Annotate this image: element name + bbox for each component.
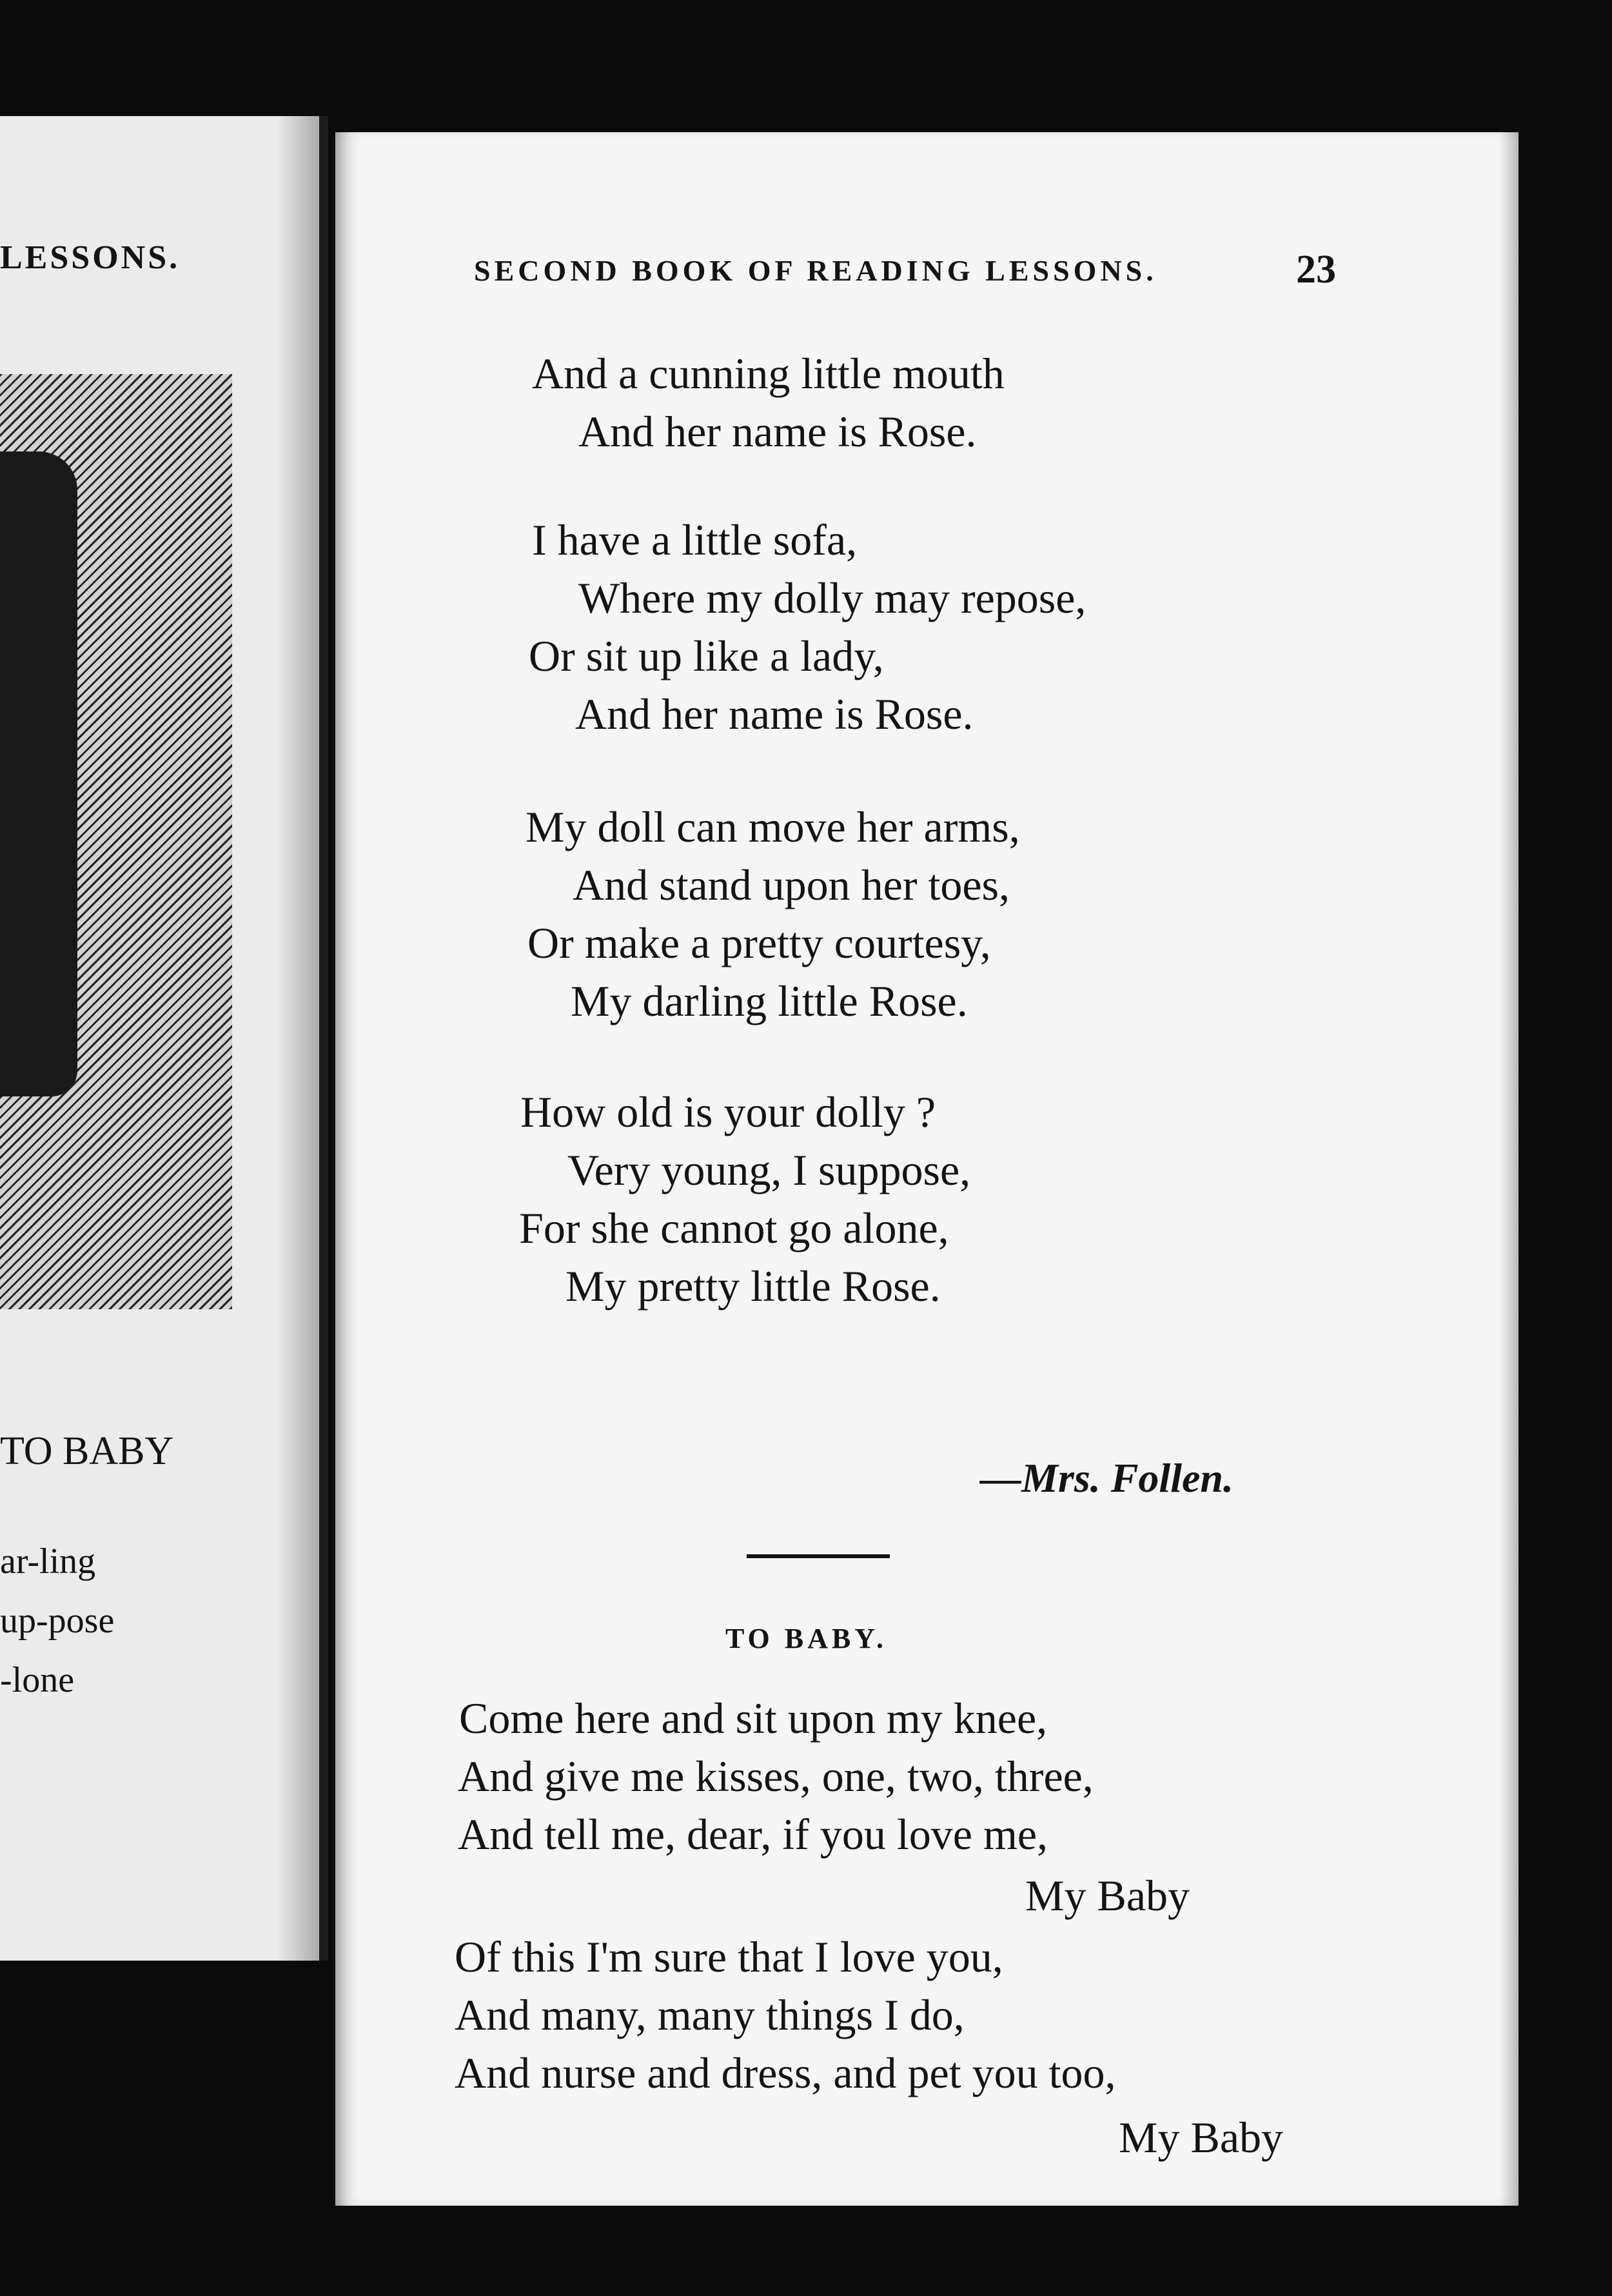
poem-line: And a cunning little mouth (532, 349, 1005, 398)
left-word: up-pose (0, 1601, 115, 1641)
left-page (0, 116, 328, 1961)
poem-line: My pretty little Rose. (565, 1262, 941, 1311)
section-rule (747, 1554, 890, 1558)
left-word-list (0, 1532, 114, 1710)
right-page-edge-shadow (1499, 132, 1519, 2206)
poem-line: And tell me, dear, if you love me, (458, 1810, 1048, 1859)
poem-line: My Baby (1119, 2113, 1283, 2162)
attribution: —Mrs. Follen. (980, 1455, 1234, 1501)
left-word: ar-ling (0, 1541, 96, 1581)
poem-line: For she cannot go alone, (519, 1203, 949, 1252)
poem-line: How old is your dolly ? (520, 1087, 936, 1136)
poem-line: And give me kisses, one, two, three, (458, 1752, 1094, 1801)
poem-line: And her name is Rose. (578, 407, 977, 456)
poem-line: Or make a pretty courtesy, (527, 918, 991, 967)
poem-line: And her name is Rose. (575, 689, 974, 738)
poem-line: And many, many things I do, (455, 1990, 965, 2039)
poem-line: My darling little Rose. (571, 976, 968, 1025)
left-running-head: LESSONS. (0, 239, 181, 276)
left-word: -lone (0, 1660, 75, 1700)
poem-line: And stand upon her toes, (573, 860, 1010, 909)
page-number: 23 (1296, 248, 1336, 292)
poem-line: I have a little sofa, (532, 515, 858, 564)
poem-line: And nurse and dress, and pet you too, (455, 2048, 1116, 2097)
poem-line: Very young, I suppose, (567, 1145, 971, 1194)
poem-line: My Baby (1025, 1871, 1190, 1920)
poem-line: Come here and sit upon my knee, (459, 1694, 1048, 1743)
poem-line: Or sit up like a lady, (529, 631, 884, 680)
running-head: SECOND BOOK OF READING LESSONS. (474, 254, 1157, 287)
left-page-gutter (277, 116, 319, 1961)
poem-line: Where my dolly may repose, (578, 573, 1086, 622)
poem-line: My doll can move her arms, (526, 802, 1020, 851)
poem-title: TO BABY. (725, 1623, 887, 1654)
left-poem-title: TO BABY (0, 1429, 174, 1473)
right-page (335, 132, 1519, 2206)
engraving-figure (0, 451, 77, 1096)
poem-line: Of this I'm sure that I love you, (455, 1932, 1003, 1981)
